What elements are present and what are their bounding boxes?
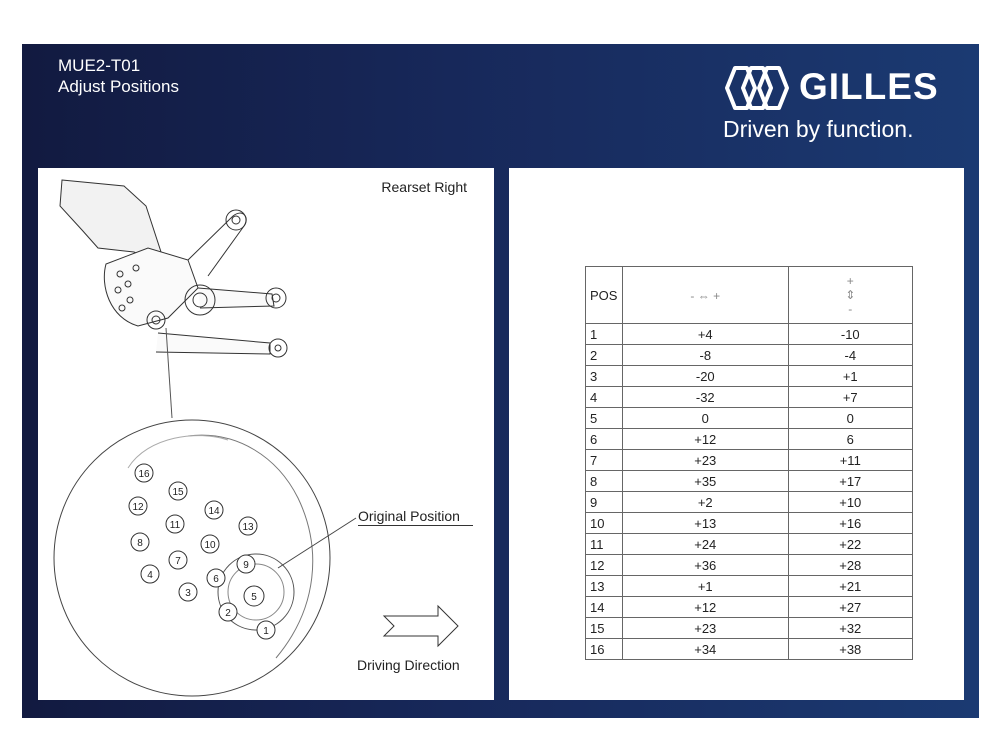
brand-tagline: Driven by function. — [723, 116, 914, 142]
header-pos: POS — [586, 267, 623, 324]
table-row — [586, 324, 913, 345]
svg-text:1: 1 — [263, 626, 269, 637]
hole-15 — [169, 482, 187, 500]
original-position-label: Original Position — [358, 508, 460, 524]
cell-v: +11 — [788, 450, 912, 471]
cell-pos: 6 — [586, 429, 623, 450]
cell-h: +35 — [623, 471, 789, 492]
cell-h: -20 — [623, 366, 789, 387]
cell-h: +1 — [623, 576, 789, 597]
table-row — [586, 345, 913, 366]
cell-pos: 2 — [586, 345, 623, 366]
cell-v: +32 — [788, 618, 912, 639]
svg-text:10: 10 — [204, 540, 216, 551]
cell-h: +12 — [623, 429, 789, 450]
cell-v: +21 — [788, 576, 912, 597]
table-row — [586, 534, 913, 555]
table-row — [586, 492, 913, 513]
cell-pos: 3 — [586, 366, 623, 387]
hole-11 — [166, 515, 184, 533]
title-sheet — [22, 44, 979, 718]
hole-8 — [131, 533, 149, 551]
vertical-arrow-icon: ⇕ — [845, 288, 856, 302]
svg-text:3: 3 — [185, 588, 191, 599]
cell-pos: 15 — [586, 618, 623, 639]
cell-h: +12 — [623, 597, 789, 618]
hole-16 — [135, 464, 153, 482]
cell-pos: 9 — [586, 492, 623, 513]
cell-pos: 14 — [586, 597, 623, 618]
table-row — [586, 366, 913, 387]
cell-h: -32 — [623, 387, 789, 408]
svg-text:15: 15 — [172, 487, 184, 498]
gilles-logo-icon — [721, 64, 793, 112]
cell-v: +16 — [788, 513, 912, 534]
original-position-underline — [358, 525, 473, 526]
table-row — [586, 639, 913, 660]
cell-v: -10 — [788, 324, 912, 345]
table-row — [586, 513, 913, 534]
hole-6 — [207, 569, 225, 587]
svg-text:6: 6 — [213, 574, 219, 585]
cell-v: +22 — [788, 534, 912, 555]
cell-pos: 11 — [586, 534, 623, 555]
horizontal-arrow-icon: - ⇔ + — [690, 288, 721, 303]
cell-v: +17 — [788, 471, 912, 492]
position-table — [585, 266, 913, 660]
hole-1 — [257, 621, 275, 639]
document-title: Adjust Positions — [58, 77, 179, 96]
cell-h: +23 — [623, 618, 789, 639]
hole-12 — [129, 497, 147, 515]
cell-v: +1 — [788, 366, 912, 387]
brand-logo — [721, 64, 961, 154]
hole-9 — [237, 555, 255, 573]
diagram-panel — [38, 168, 494, 700]
cell-h: -8 — [623, 345, 789, 366]
header-vertical — [788, 267, 912, 324]
brand-name: GILLES — [799, 66, 939, 107]
cell-v: -4 — [788, 345, 912, 366]
cell-h: +23 — [623, 450, 789, 471]
hole-7 — [169, 551, 187, 569]
cell-v: 6 — [788, 429, 912, 450]
svg-text:7: 7 — [175, 556, 181, 567]
cell-pos: 13 — [586, 576, 623, 597]
cell-v: +7 — [788, 387, 912, 408]
table-row — [586, 618, 913, 639]
cell-h: +2 — [623, 492, 789, 513]
cell-v: 0 — [788, 408, 912, 429]
table-row — [586, 576, 913, 597]
cell-h: +34 — [623, 639, 789, 660]
svg-text:4: 4 — [147, 570, 153, 581]
adjustment-holes — [129, 464, 275, 639]
svg-text:2: 2 — [225, 608, 231, 619]
minus-icon: - — [848, 302, 853, 316]
table-row — [586, 387, 913, 408]
table-row — [586, 471, 913, 492]
svg-text:14: 14 — [208, 506, 220, 517]
svg-text:13: 13 — [242, 522, 254, 533]
cell-pos: 5 — [586, 408, 623, 429]
table-header-row — [586, 267, 913, 324]
table-row — [586, 429, 913, 450]
cell-pos: 16 — [586, 639, 623, 660]
svg-text:8: 8 — [137, 538, 143, 549]
hole-2 — [219, 603, 237, 621]
hole-5 — [244, 586, 264, 606]
hole-3 — [179, 583, 197, 601]
cell-pos: 4 — [586, 387, 623, 408]
cell-v: +38 — [788, 639, 912, 660]
table-body — [586, 324, 913, 660]
table-row — [586, 597, 913, 618]
table-row — [586, 450, 913, 471]
plus-icon: + — [846, 274, 854, 288]
cell-pos: 12 — [586, 555, 623, 576]
svg-text:9: 9 — [243, 560, 249, 571]
table-row — [586, 408, 913, 429]
svg-text:5: 5 — [251, 592, 257, 603]
cell-v: +28 — [788, 555, 912, 576]
header-horizontal — [623, 267, 789, 324]
hole-13 — [239, 517, 257, 535]
cell-h: +36 — [623, 555, 789, 576]
cell-h: 0 — [623, 408, 789, 429]
cell-pos: 1 — [586, 324, 623, 345]
document-code: MUE2-T01 — [58, 56, 141, 75]
table-row — [586, 555, 913, 576]
svg-text:11: 11 — [169, 520, 181, 531]
hole-4 — [141, 565, 159, 583]
rearset-drawing — [38, 168, 494, 700]
table-panel — [509, 168, 964, 700]
svg-text:12: 12 — [132, 502, 144, 513]
driving-direction-label: Driving Direction — [357, 657, 460, 673]
cell-v: +27 — [788, 597, 912, 618]
cell-v: +10 — [788, 492, 912, 513]
hole-10 — [201, 535, 219, 553]
cell-h: +4 — [623, 324, 789, 345]
hole-14 — [205, 501, 223, 519]
rearset-label: Rearset Right — [381, 179, 467, 195]
cell-h: +13 — [623, 513, 789, 534]
svg-text:16: 16 — [138, 469, 150, 480]
cell-pos: 10 — [586, 513, 623, 534]
cell-h: +24 — [623, 534, 789, 555]
cell-pos: 8 — [586, 471, 623, 492]
cell-pos: 7 — [586, 450, 623, 471]
